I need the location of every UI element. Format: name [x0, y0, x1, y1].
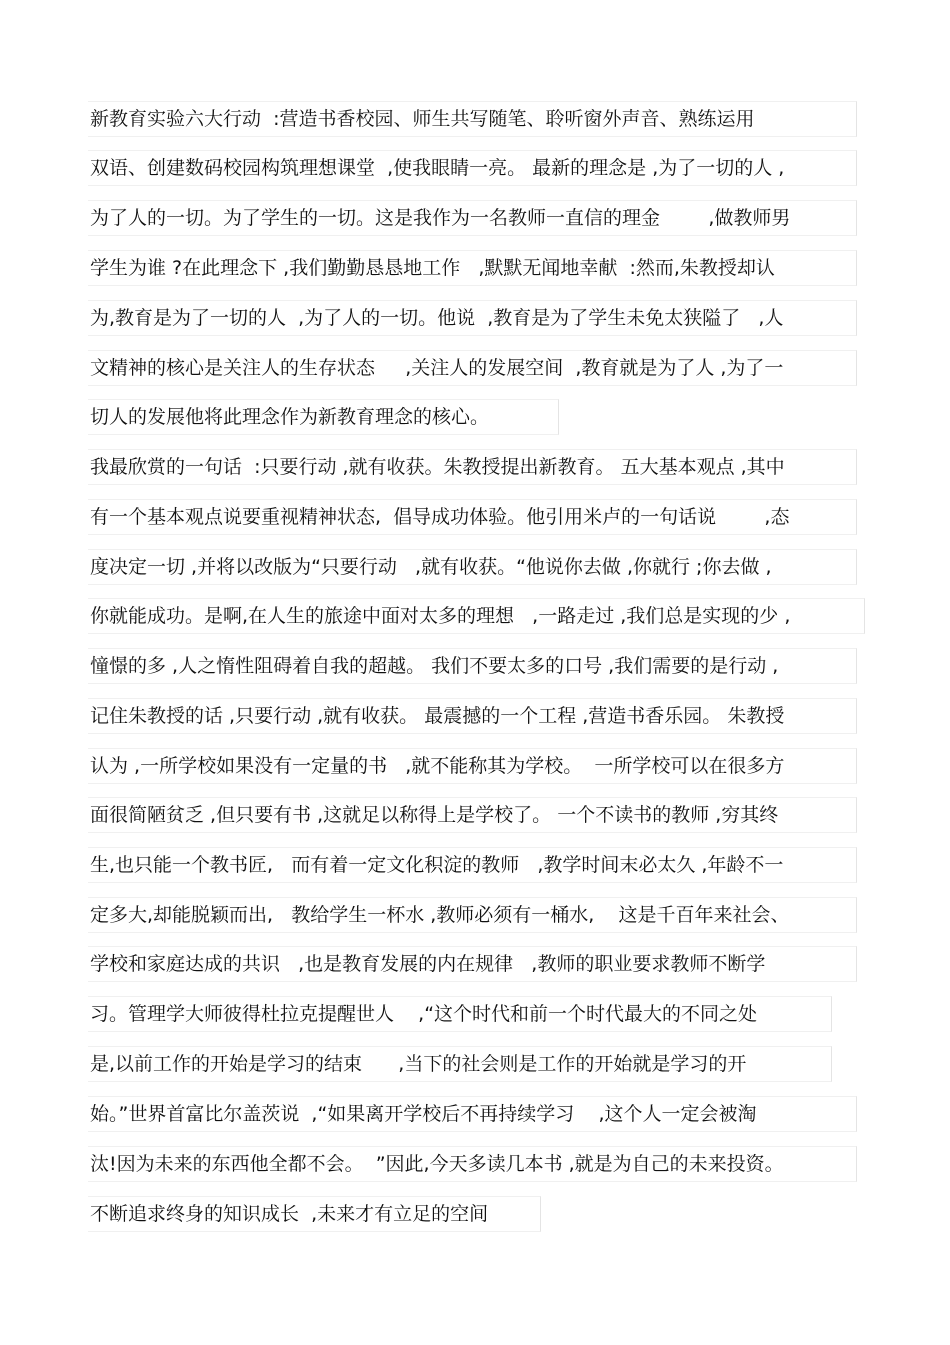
- text-line: 始。”世界首富比尔盖茨说 ,“如果离开学校后不再持续学习 ,这个人一定会被淘: [90, 1103, 757, 1125]
- text-line: 憧憬的多 ,人之惰性阻碍着自我的超越。 我们不要太多的口号 ,我们需要的是行动 ,: [90, 655, 779, 677]
- text-line: 汰!因为未来的东西他全都不会。 ”因此,今天多读几本书 ,就是为自己的未来投资。: [90, 1153, 784, 1175]
- text-line: 认为 ,一所学校如果没有一定量的书 ,就不能称其为学校。 一所学校可以在很多方: [90, 755, 785, 777]
- text-line: 学校和家庭达成的共识 ,也是教育发展的内在规律 ,教师的职业要求教师不断学: [90, 953, 766, 975]
- text-line: 新教育实验六大行动 :营造书香校园、师生共写随笔、聆听窗外声音、熟练运用: [90, 108, 755, 130]
- text-line: 习。管理学大师彼得杜拉克提醒世人 ,“这个时代和前一个时代最大的不同之处: [90, 1003, 758, 1025]
- text-line: 学生为谁 ?在此理念下 ,我们勤勤恳恳地工作 ,默默无闻地幸献 :然而,朱教授却认: [90, 257, 775, 279]
- text-line: 为了人的一切。为了学生的一切。这是我作为一名教师一直信的理金 ,做教师男: [90, 207, 791, 229]
- text-line: 记住朱教授的话 ,只要行动 ,就有收获。 最震撼的一个工程 ,营造书香乐园。 朱教授: [90, 705, 785, 727]
- text-line: 度决定一切 ,并将以改版为“只要行动 ,就有收获。“他说你去做 ,你就行 ;你去做 ,: [90, 556, 772, 578]
- text-line: 面很简陋贫乏 ,但只要有书 ,这就足以称得上是学校了。 一个不读书的教师 ,穷其终: [90, 804, 779, 826]
- text-line: 生,也只能一个教书匠, 而有着一定文化积淀的教师 ,教学时间末必太久 ,年龄不一: [90, 854, 784, 876]
- text-line: 你就能成功。是啊,在人生的旅途中面对太多的理想 ,一路走过 ,我们总是实现的少 ,: [90, 605, 791, 627]
- text-line: 有一个基本观点说要重视精神状态, 倡导成功体验。他引用米卢的一句话说 ,态: [90, 506, 790, 528]
- text-line: 切人的发展他将此理念作为新教育理念的核心。: [90, 406, 490, 428]
- text-line: 文精神的核心是关注人的生存状态 ,关注人的发展空间 ,教育就是为了人 ,为了一: [90, 357, 784, 379]
- text-line: 为,教育是为了一切的人 ,为了人的一切。他说 ,教育是为了学生未免太狭隘了 ,人: [90, 307, 784, 329]
- text-line: 是,以前工作的开始是学习的结束 ,当下的社会则是工作的开始就是学习的开: [90, 1053, 747, 1075]
- text-line: 定多大,却能脱颖而出, 教给学生一杯水 ,教师必须有一桶水, 这是千百年来社会、: [90, 904, 790, 926]
- text-line: 不断追求终身的知识成长 ,未来才有立足的空间: [90, 1203, 489, 1225]
- text-line: 我最欣赏的一句话 :只要行动 ,就有收获。朱教授提出新教育。 五大基本观点 ,其中: [90, 456, 785, 478]
- text-line: 双语、创建数码校园构筑理想课堂 ,使我眼睛一亮。 最新的理念是 ,为了一切的人 ,: [90, 157, 785, 179]
